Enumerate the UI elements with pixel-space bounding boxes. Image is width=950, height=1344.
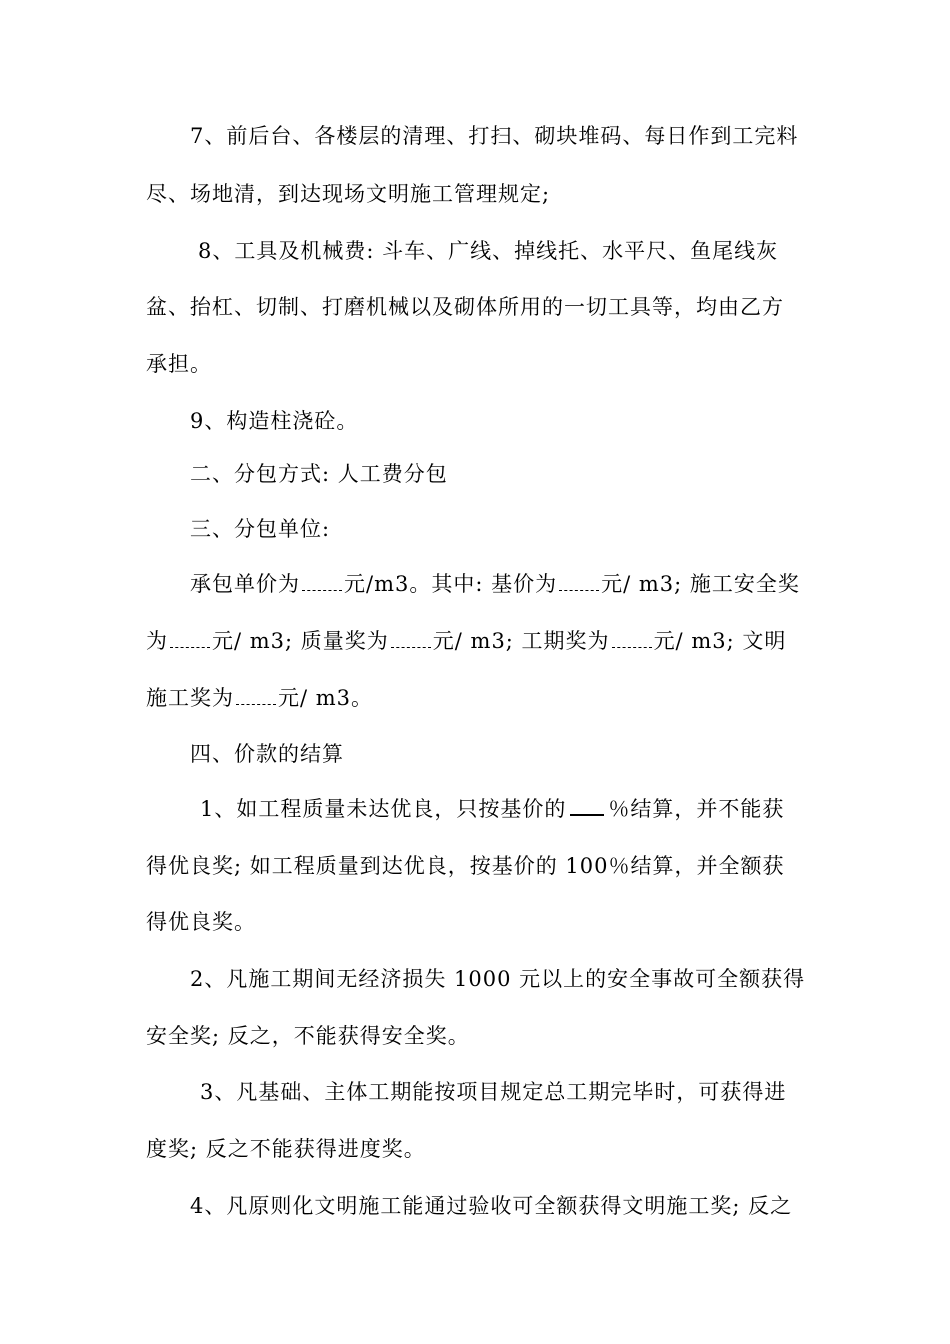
text-line-settle-4: 2、凡施工期间无经济损失 1000 元以上的安全事故可全额获得 <box>190 967 806 991</box>
section-heading-2: 二、分包方式: 人工费分包 <box>190 462 448 486</box>
blank-base-price <box>559 576 599 591</box>
text-line-3: 8、工具及机械费: 斗车、广线、掉线托、水平尺、鱼尾线灰 <box>198 239 779 263</box>
section-heading-4: 四、价款的结算 <box>190 742 344 766</box>
text-line-settle-6: 3、凡基础、主体工期能按项目规定总工期完毕时，可获得进 <box>200 1080 787 1104</box>
blank-quality-bonus <box>391 633 431 648</box>
text-line-settle-8: 4、凡原则化文明施工能通过验收可全额获得文明施工奖; 反之 <box>190 1194 793 1218</box>
blank-safety-bonus <box>170 633 210 648</box>
text-line-4: 盆、抬杠、切制、打磨机械以及砌体所用的一切工具等，均由乙方 <box>146 295 784 319</box>
price-line-3: 施工奖为 元/ m3。 <box>146 686 374 710</box>
blank-schedule-bonus <box>612 633 652 648</box>
settle-line-1: 1、如工程质量未达优良，只按基价的 ％结算，并不能获 <box>200 797 785 821</box>
text-line-1: 7、前后台、各楼层的清理、打扫、砌块堆码、每日作到工完料 <box>190 124 799 148</box>
blank-unit-price <box>302 576 342 591</box>
blank-percentage <box>570 798 604 816</box>
text-line-6: 9、构造柱浇砼。 <box>190 409 359 433</box>
blank-civil-bonus <box>236 690 276 705</box>
text-line-settle-7: 度奖; 反之不能获得进度奖。 <box>146 1137 426 1161</box>
text-line-settle-5: 安全奖; 反之，不能获得安全奖。 <box>146 1024 470 1048</box>
text-line-5: 承担。 <box>146 352 212 376</box>
price-line-2: 为 元/ m3; 质量奖为 元/ m3; 工期奖为 元/ m3; 文明 <box>146 629 787 653</box>
text-line-settle-3: 得优良奖。 <box>146 910 256 934</box>
text-line-2: 尽、场地清，到达现场文明施工管理规定; <box>146 182 551 206</box>
price-line-1: 承包单价为 元/m3。其中: 基价为 元/ m3; 施工安全奖 <box>190 572 800 596</box>
section-heading-3: 三、分包单位: <box>190 517 331 541</box>
text-line-settle-2: 得优良奖; 如工程质量到达优良，按基价的 100％结算，并全额获 <box>146 854 785 878</box>
